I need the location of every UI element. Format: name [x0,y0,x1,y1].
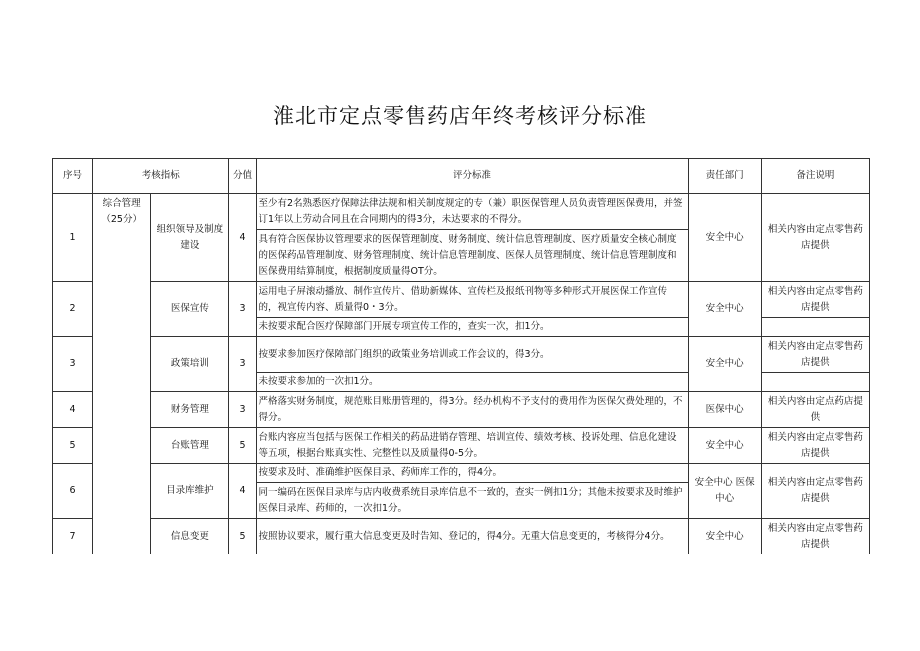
row-score: 4 [229,464,256,519]
header-indicator: 考核指标 [93,159,229,194]
row-criteria: 严格落实财务制度，规范账目账册管理的，得3分。经办机构不予支付的费用作为医保欠费处理的，不得分。 [256,392,688,428]
row-note: 相关内容由定点零售药店提供 [761,194,869,282]
page-title: 淮北市定点零售药店年终考核评分标准 [273,104,647,128]
row-dept: 医保中心 [688,392,761,428]
row-criteria: 同一编码在医保目录库与店内收费系统目录库信息不一致的，查实一例扣1分；其他未按要求及时维护医保目录库、药师的，一次扣1分。 [256,483,688,519]
row-item: 政策培训 [151,337,229,392]
row-dept: 安全中心 [688,282,761,337]
row-seq: 1 [53,194,93,282]
row-score: 3 [229,392,256,428]
row-dept: 安全中心 [688,428,761,464]
row-note: 相关内容由定点零售药店提供 [761,519,869,555]
row-item: 目录库维护 [151,464,229,519]
row-score: 5 [229,428,256,464]
table-row [53,337,870,373]
row-dept: 安全中心 [688,519,761,555]
row-note: 相关内容由定点零售药店提供 [761,428,869,464]
row-note: 相关内容由定点药店提供 [761,392,869,428]
header-note: 备注说明 [761,159,869,194]
row-score: 3 [229,282,256,337]
row-criteria: 台账内容应当包括与医保工作相关的药品进销存管理、培训宣传、绩效考核、投诉处理、信息化建设等五项，根据台账真实性、完整性以及质量得0-5分。 [256,428,688,464]
row-criteria: 至少有2名熟悉医疗保障法律法规和相关制度规定的专（兼）职医保管理人员负责管理医保费用，并签订1年以上劳动合同且在合同期内的得3分，未达要求的不得分。 [256,194,688,230]
row-item: 财务管理 [151,392,229,428]
group-label: 综合管理（25分） [93,194,151,555]
row-seq: 5 [53,428,93,464]
row-criteria: 未按要求参加的一次扣1分。 [256,373,688,392]
row-note-empty [761,373,869,392]
row-item: 医保宣传 [151,282,229,337]
row-score: 5 [229,519,256,555]
table-row [53,519,870,555]
row-note-empty [761,318,869,337]
row-criteria: 按要求及时、准确维护医保目录、药师库工作的，得4分。 [256,464,688,483]
row-seq: 7 [53,519,93,555]
table-row [53,392,870,428]
header-seq: 序号 [53,159,93,194]
row-dept: 安全中心 医保中心 [688,464,761,519]
row-seq: 6 [53,464,93,519]
scoring-table [52,158,870,554]
row-note: 相关内容由定点零售药店提供 [761,282,869,318]
row-criteria: 运用电子屏滚动播放、制作宣传片、借助新媒体、宣传栏及报纸刊物等多种形式开展医保工作宣传的，视宣传内容、质量得0・3分。 [256,282,688,318]
row-item: 台账管理 [151,428,229,464]
table-row [53,428,870,464]
row-score: 4 [229,194,256,282]
row-seq: 3 [53,337,93,392]
row-seq: 4 [53,392,93,428]
table-row [53,282,870,318]
row-seq: 2 [53,282,93,337]
table-row [53,464,870,483]
row-item: 信息变更 [151,519,229,555]
row-note: 相关内容由定点零售药店提供 [761,464,869,519]
header-score: 分值 [229,159,256,194]
table-row [53,194,870,230]
row-score: 3 [229,337,256,392]
row-criteria: 按要求参加医疗保障部门组织的政策业务培训或工作会议的，得3分。 [256,337,688,373]
header-criteria: 评分标准 [256,159,688,194]
header-row [53,159,870,194]
row-criteria: 具有符合医保协议管理要求的医保管理制度、财务制度、统计信息管理制度、医疗质量安全核心制度的医保药品管理制度、财务管理制度、统计信息管理制度、医保人员管理制度、统计信息管理制度和医保费用结算制度，根据制度质量得OT分。 [256,230,688,282]
row-criteria: 按照协议要求，履行重大信息变更及时告知、登记的，得4分。无重大信息变更的，考核得分4分。 [256,519,688,555]
header-dept: 责任部门 [688,159,761,194]
row-dept: 安全中心 [688,194,761,282]
row-dept: 安全中心 [688,337,761,392]
row-criteria: 未按要求配合医疗保障部门开展专项宣传工作的，查实一次，扣1分。 [256,318,688,337]
row-item: 组织领导及制度建设 [151,194,229,282]
row-note: 相关内容由定点零售药店提供 [761,337,869,373]
